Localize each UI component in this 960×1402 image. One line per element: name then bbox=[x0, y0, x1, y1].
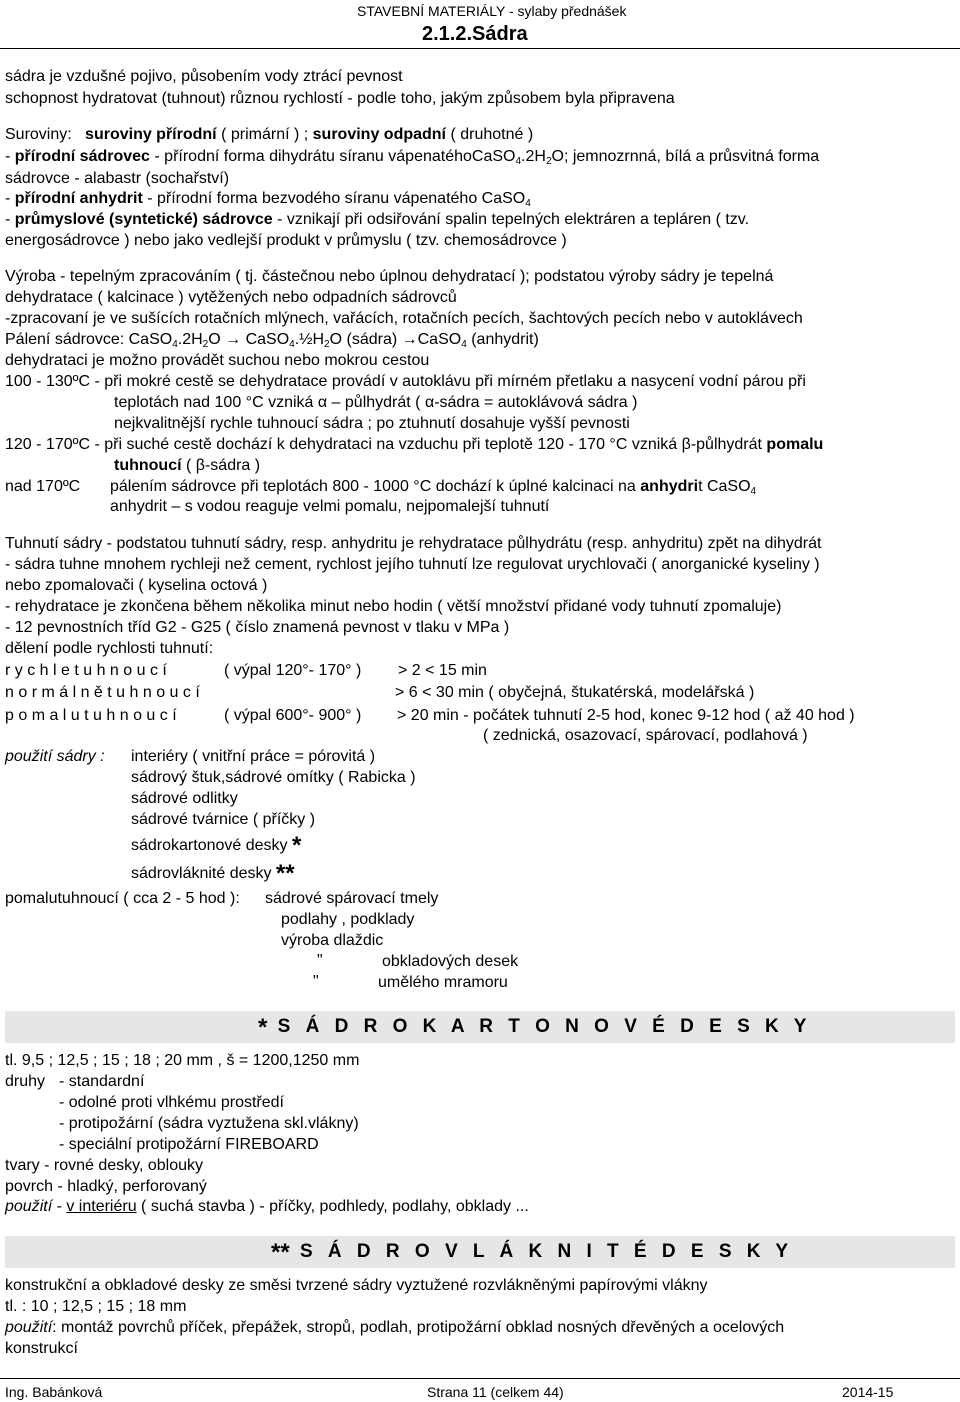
normal-setting-time: > 6 < 30 min ( obyčejná, štukatérská, modelářská ) bbox=[395, 684, 755, 701]
natural-gypsum-tail: O; jemnozrnná, bílá a průsvitná forma bbox=[551, 148, 820, 165]
usage-item: sádrové tvárnice ( příčky ) bbox=[131, 811, 316, 828]
fibreboard-usage bbox=[5, 1318, 784, 1338]
sub: 4 bbox=[172, 339, 178, 350]
fast-setting-label: r y c h l e t u h n o u c í bbox=[5, 662, 167, 679]
title-star: ** bbox=[271, 1239, 290, 1266]
setting-line-6: dělení podle rychlosti tuhnutí: bbox=[5, 640, 214, 657]
fast-setting-firing: ( výpal 120°- 170° ) bbox=[224, 662, 362, 679]
dehydration-methods: dehydrataci je možno provádět suchou nebo mokrou cestou bbox=[5, 352, 430, 369]
production-line-3: -zpracovaní je ve sušících rotačních mlýnech, vařácích, rotačních pecích, šachtových pecích nebo v autoklávech bbox=[5, 310, 803, 327]
slow-setting-time: > 20 min - počátek tuhnutí 2-5 hod, konec 9-12 hod ( až 40 hod ) bbox=[397, 707, 855, 724]
fibreboard-line-1: konstrukční a obkladové desky ze směsi tvrzené sádry vyztužené rozvlákněnými papírovými vlákny bbox=[5, 1277, 708, 1294]
temp-range-3-b: anhydrit – s vodou reaguje velmi pomalu, nejpomalejší tuhnutí bbox=[110, 498, 550, 515]
footer-year: 2014-15 bbox=[842, 1384, 894, 1400]
ditto-mark: " bbox=[313, 973, 319, 990]
temp-range-1: 100 - 130ºC - při mokré cestě se dehydratace provádí v autoklávu při mírném přetlaku a nasycení vodní párou při bbox=[5, 373, 806, 390]
eq-part: .½H bbox=[294, 331, 325, 348]
fibreboard-line-4: konstrukcí bbox=[5, 1340, 78, 1357]
slow-setting-firing: ( výpal 600°- 900° ) bbox=[224, 707, 362, 724]
sub: 4 bbox=[525, 198, 531, 209]
plasterboard-usage-text: ( suchá stavba ) - příčky, podhledy, podlahy, obklady ... bbox=[136, 1198, 529, 1215]
usage-item-text: sádrovláknité desky bbox=[131, 865, 272, 882]
plasterboard-surface: povrch - hladký, perforovaný bbox=[5, 1178, 207, 1195]
slow-setting-label: p o m a l u t u h n o u c í bbox=[5, 707, 177, 724]
temp-range-3-bold: anhydri bbox=[640, 478, 699, 495]
setting-line-3: nebo zpomalovači ( kyselina octová ) bbox=[5, 577, 268, 594]
intro-line-1: sádra je vzdušné pojivo, působením vody ztrácí pevnost bbox=[5, 68, 403, 85]
footnote-star: * bbox=[291, 832, 302, 859]
calcination-equation bbox=[5, 330, 539, 350]
alabaster-line: sádrovce - alabastr (sochařství) bbox=[5, 170, 230, 187]
sub: 2 bbox=[545, 156, 552, 167]
footer-divider bbox=[0, 1378, 960, 1379]
plasterboard-type: - standardní bbox=[59, 1073, 145, 1090]
industrial-gypsum-line-2: energosádrovce ) nebo jako vedlejší produkt v průmyslu ( tzv. chemosádrovce ) bbox=[5, 232, 567, 249]
fibreboard-title-text: S Á D R O V L Á K N I T É D E S K Y bbox=[299, 1241, 794, 1262]
natural-anhydrite-line bbox=[5, 189, 531, 209]
fibreboard-usage-text: : montáž povrchů příček, přepážek, stropů, podlah, protipožární obklad nosných dřevěných a ocelových bbox=[52, 1319, 785, 1336]
raw-label: Suroviny: bbox=[5, 126, 72, 143]
dash: - bbox=[5, 211, 15, 228]
usage-label: použití bbox=[5, 1198, 53, 1215]
title-star: * bbox=[258, 1014, 268, 1041]
natural-anhydrite-desc: - přírodní forma bezvodého síranu vápenatého CaSO bbox=[147, 190, 526, 207]
natural-anhydrite: přírodní anhydrit bbox=[14, 190, 143, 207]
plasterboard-shapes: tvary - rovné desky, oblouky bbox=[5, 1157, 204, 1174]
setting-line-2: - sádra tuhne mnohem rychleji než cement, rychlost jejího tuhnutí lze regulovat urychlovači ( anorganické kyseliny ) bbox=[5, 556, 820, 573]
sub: 2 bbox=[324, 339, 330, 350]
production-line-2: dehydratace ( kalcinace ) vytěžených nebo odpadních sádrovců bbox=[5, 289, 457, 306]
dash: - bbox=[5, 190, 15, 207]
normal-setting-label: n o r m á l n ě t u h n o u c í bbox=[5, 684, 200, 701]
usage-label: použití sádry : bbox=[5, 748, 105, 765]
fast-setting-time: > 2 < 15 min bbox=[398, 662, 487, 679]
slow-usage-item: umělého mramoru bbox=[378, 974, 508, 991]
section-title: 2.1.2.Sádra bbox=[422, 23, 528, 45]
slow-usage-item: výroba dlaždic bbox=[281, 932, 384, 949]
temp-range-2-bold2: tuhnoucí bbox=[114, 457, 182, 474]
industrial-gypsum: průmyslové (syntetické) sádrovce bbox=[14, 211, 273, 228]
usage-item-text: sádrokartonové desky bbox=[131, 837, 288, 854]
sub: 4 bbox=[750, 486, 757, 497]
usage-label: použití bbox=[5, 1319, 53, 1336]
natural-gypsum-line: - přírodní sádrovec - přírodní forma dihydrátu síranu $vápenatéhoCaSO_4.2H_2O$; jemnozrnná, bílá a průsvitná forma bbox=[5, 148, 820, 167]
temp-range-2-b bbox=[114, 456, 260, 476]
raw-materials-line bbox=[5, 125, 533, 145]
plasterboard-type: - protipožární (sádra vyztužena skl.vlákny) bbox=[59, 1115, 359, 1132]
raw-natural-note: ( primární ) ; bbox=[221, 126, 309, 143]
raw-waste-note: ( druhotné ) bbox=[450, 126, 534, 143]
slow-usage-item: obkladových desek bbox=[382, 953, 519, 970]
plasterboard-title bbox=[258, 1014, 811, 1042]
sub: 4 bbox=[461, 339, 467, 350]
natural-gypsum: přírodní sádrovec bbox=[14, 148, 150, 165]
sub: 4 bbox=[515, 156, 522, 167]
usage-item: sádrové odlitky bbox=[131, 790, 238, 807]
dash: - bbox=[5, 148, 15, 165]
slow-setting-uses: ( zednická, osazovací, spárovací, podlahová ) bbox=[483, 727, 808, 744]
temp-range-3 bbox=[110, 477, 756, 497]
fibreboard-thickness: tl. : 10 ; 12,5 ; 15 ; 18 mm bbox=[5, 1298, 187, 1315]
slow-usage-item: sádrové spárovací tmely bbox=[265, 890, 439, 907]
eq-part: Pálení sádrovce: CaSO bbox=[5, 331, 173, 348]
natural-gypsum-desc: - přírodní forma dihydrátu síranu vápenatéhoCaSO bbox=[154, 148, 516, 165]
temp-range-1-b: teplotách nad 100 °C vzniká α – půlhydrát ( α-sádra = autoklávová sádra ) bbox=[114, 394, 638, 411]
usage-item-plasterboard bbox=[131, 832, 302, 859]
ditto-mark: " bbox=[317, 952, 323, 969]
usage-item-fibreboard bbox=[131, 860, 295, 887]
footer-page: Strana 11 (celkem 44) bbox=[427, 1384, 564, 1400]
industrial-gypsum-line bbox=[5, 210, 749, 230]
slow-usage-label: pomalutuhnoucí ( cca 2 - 5 hod ): bbox=[5, 890, 240, 907]
header-divider bbox=[0, 48, 960, 49]
slow-usage-item: podlahy , podklady bbox=[281, 911, 415, 928]
raw-waste: suroviny odpadní bbox=[312, 126, 446, 143]
raw-natural: suroviny přírodní bbox=[85, 126, 217, 143]
temp-range-1-c: nejkvalitnější rychle tuhnoucí sádra ; po ztuhnutí dosahuje vyšší pevnosti bbox=[114, 415, 630, 432]
usage-item: sádrový štuk,sádrové omítky ( Rabicka ) bbox=[131, 769, 416, 786]
production-line-1: Výroba - tepelným zpracováním ( tj. částečnou nebo úplnou dehydratací ); podstatou výroby sádry je tepelná bbox=[5, 268, 774, 285]
temp-range-2-bold: pomalu bbox=[766, 436, 824, 453]
dash: - bbox=[52, 1198, 67, 1215]
plasterboard-title-text: S Á D R O K A R T O N O V É D E S K Y bbox=[277, 1016, 812, 1037]
sub: 4 bbox=[289, 339, 295, 350]
course-header: STAVEBNÍ MATERIÁLY - sylaby přednášek bbox=[357, 3, 627, 19]
usage-item: interiéry ( vnitřní práce = pórovitá ) bbox=[131, 748, 376, 765]
temp-range-2-beta: ( β-sádra ) bbox=[181, 457, 261, 474]
plasterboard-types-label: druhy bbox=[5, 1073, 46, 1090]
interior-underlined: v interiéru bbox=[66, 1198, 137, 1215]
plasterboard-type: - speciální protipožární FIREBOARD bbox=[59, 1136, 319, 1153]
plasterboard-type: - odolné proti vlhkému prostředí bbox=[59, 1094, 284, 1111]
temp-range-3-label: nad 170ºC bbox=[5, 478, 81, 495]
setting-line-5: - 12 pevnostních tříd G2 - G25 ( číslo znamená pevnost v tlaku v MPa ) bbox=[5, 619, 510, 636]
eq-part: (anhydrit) bbox=[466, 331, 539, 348]
footnote-star: ** bbox=[275, 860, 295, 887]
industrial-gypsum-desc: - vznikají při odsiřování spalin tepelných elektráren a tepláren ( tzv. bbox=[277, 211, 750, 228]
sub: 2 bbox=[202, 339, 209, 350]
eq-part: O → CaSO bbox=[208, 331, 290, 348]
plasterboard-thickness: tl. 9,5 ; 12,5 ; 15 ; 18 ; 20 mm , š = 1200,1250 mm bbox=[5, 1052, 360, 1069]
setting-line-4: - rehydratace je zkončena během několika minut nebo hodin ( větší množství přidané vody tuhnutí zpomaluje) bbox=[5, 598, 782, 615]
plasterboard-usage bbox=[5, 1197, 529, 1217]
setting-line-1: Tuhnutí sádry - podstatou tuhnutí sádry, resp. anhydritu je rehydratace půlhydrátu (resp. anhydritu) zpět na dihydrát bbox=[5, 535, 822, 552]
footer-author: Ing. Babánková bbox=[5, 1384, 103, 1400]
intro-line-2: schopnost hydratovat (tuhnout) různou rychlostí - podle toho, jakým způsobem byla připravena bbox=[5, 90, 675, 107]
fibreboard-title bbox=[271, 1239, 793, 1267]
temp-range-2-text: 120 - 170ºC - při suché cestě dochází k dehydrataci na vzduchu při teplotě 120 - 170 °C vzniká β-půlhydrát bbox=[5, 436, 767, 453]
eq-part: O (sádra) →CaSO bbox=[329, 331, 462, 348]
eq-part: .2H bbox=[177, 331, 203, 348]
temp-range-3-tail: t CaSO bbox=[698, 478, 751, 495]
temp-range-2 bbox=[5, 435, 823, 455]
temp-range-3-text: pálením sádrovce při teplotách 800 - 1000 °C dochází k úplné kalcinaci na bbox=[110, 478, 641, 495]
